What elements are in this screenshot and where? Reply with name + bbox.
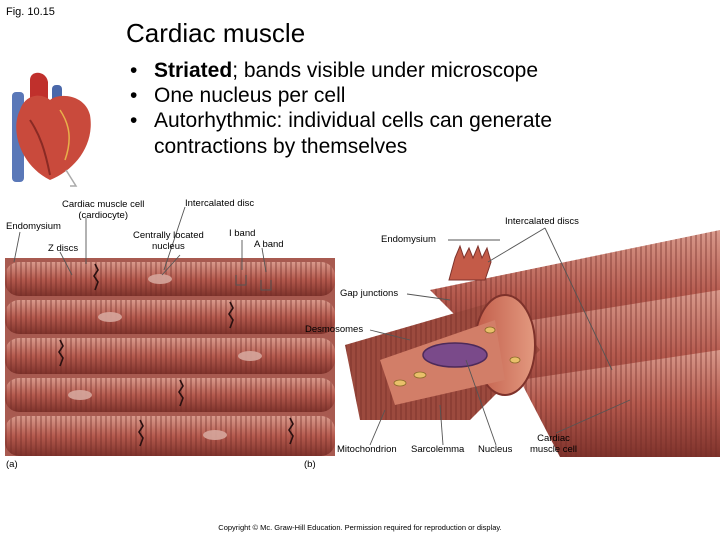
label-text: (cardiocyte) xyxy=(78,210,128,222)
label-endomysium-a: Endomysium xyxy=(6,221,61,232)
bullet-text: ; bands visible under microscope xyxy=(232,59,539,82)
panel-a-fibers xyxy=(5,258,335,456)
label-i-band: I band xyxy=(229,228,256,239)
label-central-nucleus xyxy=(133,230,204,253)
heart-icon xyxy=(12,73,91,186)
label-text: Cardiac muscle cell xyxy=(62,199,145,210)
copyright-notice: Copyright © Mc. Graw-Hill Education. Permission required for reproduction or display. xyxy=(218,523,502,532)
label-mitochondrion: Mitochondrion xyxy=(337,444,397,455)
panel-b-tag: (b) xyxy=(304,459,316,470)
slide-title: Cardiac muscle xyxy=(126,18,306,48)
label-text: nucleus xyxy=(152,241,185,253)
figure-label: Fig. 10.15 xyxy=(6,6,55,18)
label-sarcolemma: Sarcolemma xyxy=(411,444,465,455)
label-intercalated-discs: Intercalated discs xyxy=(505,216,579,227)
label-text: Centrally located xyxy=(133,230,204,241)
label-cardiac-muscle-cell-b xyxy=(530,433,577,456)
label-a-band: A band xyxy=(254,239,284,250)
bullet-text: Autorhythmic: individual cells can generate contractions by themselves xyxy=(154,109,553,158)
panel-b-fibers xyxy=(345,230,720,457)
panel-a-tag: (a) xyxy=(6,459,18,470)
label-text: Cardiac xyxy=(537,433,570,444)
label-cardiac-muscle-cell xyxy=(62,199,144,222)
label-gap-junctions: Gap junctions xyxy=(340,288,399,299)
bullet-bold: Striated xyxy=(154,59,233,82)
label-z-discs: Z discs xyxy=(48,243,79,254)
label-endomysium-b: Endomysium xyxy=(381,234,436,245)
bullet-text: One nucleus per cell xyxy=(154,84,346,108)
label-nucleus-b: Nucleus xyxy=(478,444,513,455)
label-desmosomes: Desmosomes xyxy=(305,324,364,335)
label-intercalated-disc: Intercalated disc xyxy=(185,198,255,209)
label-text: muscle cell xyxy=(530,444,577,456)
